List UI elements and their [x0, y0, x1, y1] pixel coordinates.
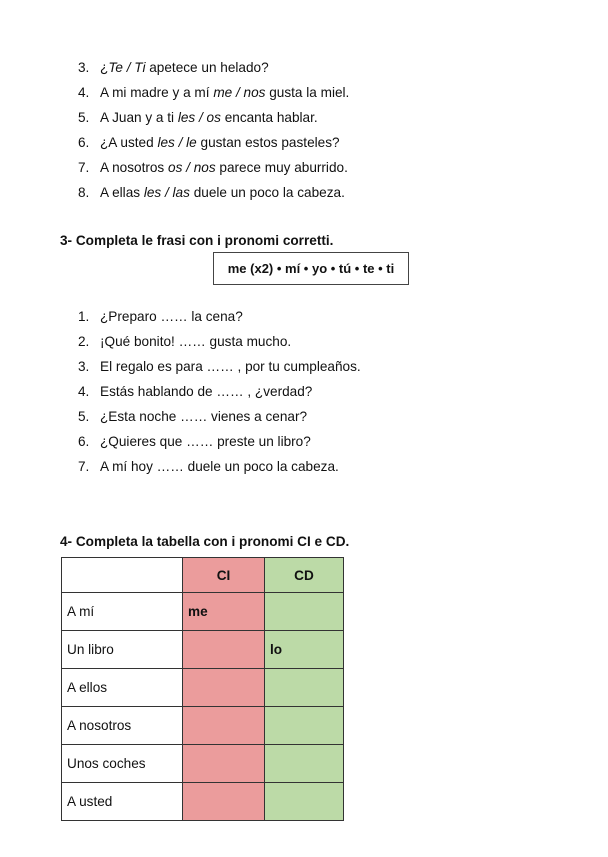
pronoun-choice: Te / Ti [108, 60, 146, 75]
ci-cell[interactable] [183, 707, 265, 745]
table-row [62, 783, 344, 821]
row-label: A nosotros [62, 707, 183, 745]
list-item: 7. A nosotros os / nos parece muy aburrido. [78, 160, 348, 175]
cd-cell[interactable] [265, 707, 344, 745]
list-item: 3. ¿Te / Ti apetece un helado? [78, 60, 269, 75]
list-item: 5. ¿Esta noche …… vienes a cenar? [78, 409, 308, 424]
list-item: 5. A Juan y a ti les / os encanta hablar. [78, 110, 318, 125]
pronoun-choice: me / nos [213, 85, 266, 100]
header-cell-cd: CD [265, 558, 344, 593]
row-label: A mí [62, 593, 183, 631]
ci-cell[interactable] [183, 745, 265, 783]
header-cell-ci: CI [183, 558, 265, 593]
list-item: 6. ¿A usted les / le gustan estos pasteles? [78, 135, 340, 150]
ci-cell[interactable] [183, 631, 265, 669]
ci-cd-table [61, 557, 344, 821]
header-cell-empty [62, 558, 183, 593]
list-item: 8. A ellas les / las duele un poco la cabeza. [78, 185, 345, 200]
pronoun-choice: les / las [143, 185, 190, 200]
pronoun-choice: os / nos [168, 160, 216, 175]
table-header-row [62, 558, 344, 593]
exercise-4-heading: 4- Completa la tabella con i pronomi CI e CD. [60, 534, 350, 549]
list-item: 4. Estás hablando de …… , ¿verdad? [78, 384, 313, 399]
cd-cell[interactable] [265, 745, 344, 783]
table-row [62, 745, 344, 783]
word-bank-box: me (x2) • mí • yo • tú • te • ti [213, 252, 409, 285]
pronoun-choice: les / os [177, 110, 221, 125]
table-row [62, 669, 344, 707]
exercise-3-list [78, 304, 361, 479]
ci-cell[interactable] [183, 669, 265, 707]
ci-cell[interactable] [183, 783, 265, 821]
cd-cell[interactable] [265, 593, 344, 631]
table-row [62, 593, 344, 631]
list-item: 6. ¿Quieres que …… preste un libro? [78, 434, 311, 449]
ci-cell[interactable]: me [183, 593, 265, 631]
cd-cell[interactable] [265, 669, 344, 707]
exercise-3-heading: 3- Completa le frasi con i pronomi corretti. [60, 233, 334, 248]
row-label: A usted [62, 783, 183, 821]
row-label: A ellos [62, 669, 183, 707]
list-item: 1. ¿Preparo …… la cena? [78, 309, 243, 324]
table-row [62, 707, 344, 745]
list-item: 2. ¡Qué bonito! …… gusta mucho. [78, 334, 292, 349]
row-label: Unos coches [62, 745, 183, 783]
cd-cell[interactable]: lo [265, 631, 344, 669]
row-label: Un libro [62, 631, 183, 669]
table-row [62, 631, 344, 669]
list-item: 7. A mí hoy …… duele un poco la cabeza. [78, 459, 339, 474]
pronoun-choice: les / le [157, 135, 197, 150]
cd-cell[interactable] [265, 783, 344, 821]
exercise-2-list [78, 55, 349, 205]
list-item: 3. El regalo es para …… , por tu cumpleaños. [78, 359, 361, 374]
list-item: 4. A mi madre y a mí me / nos gusta la miel. [78, 85, 350, 100]
